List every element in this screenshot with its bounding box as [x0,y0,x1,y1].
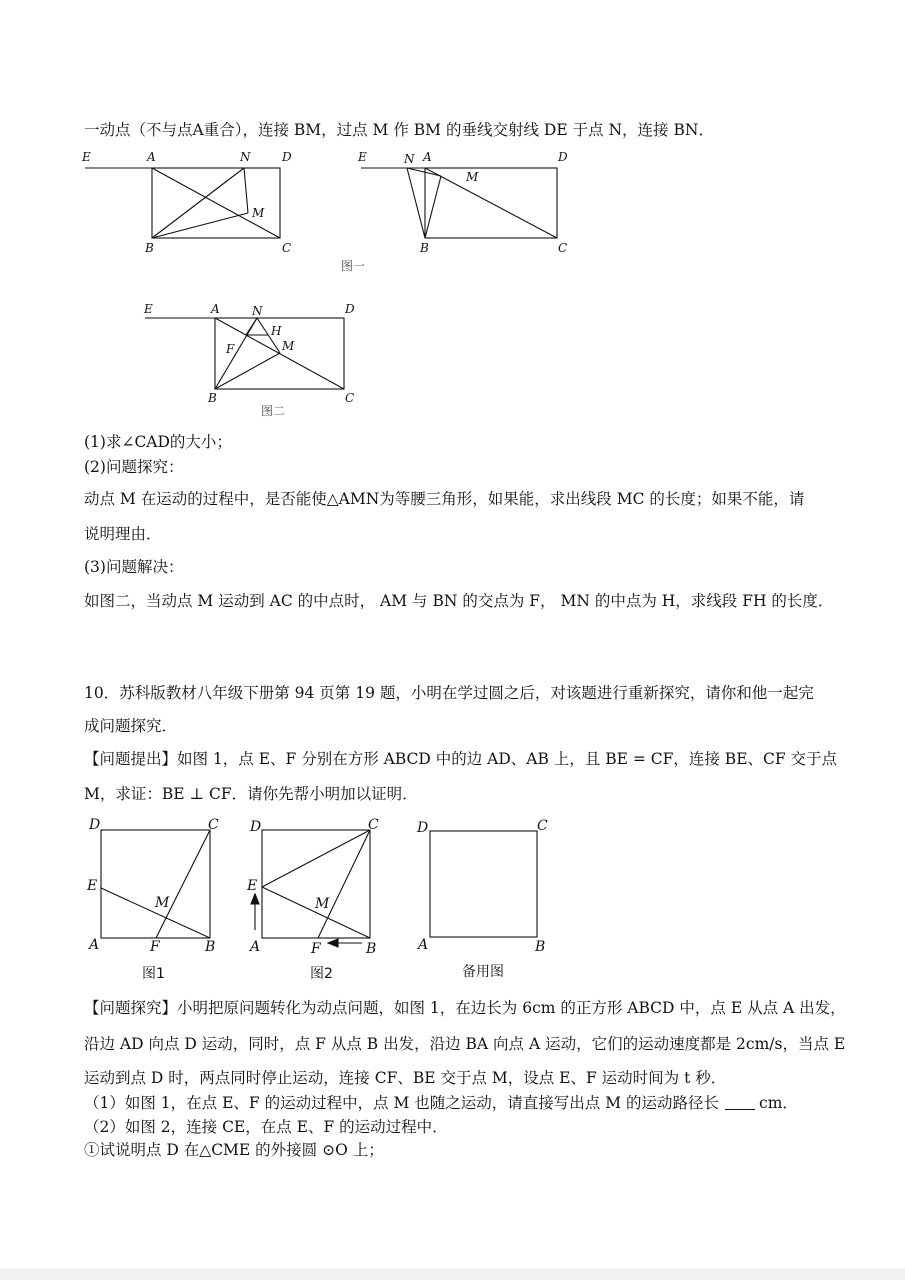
label-A: A [418,937,429,953]
label-A: A [211,302,220,316]
label-B: B [205,939,216,955]
sub-question-1-text: （1）如图 1，在点 E、F 的运动过程中，点 M 也随之运动，请直接写出点 M 的运动路径长 [84,1094,720,1112]
label-C: C [282,241,292,255]
label-E: E [358,150,367,164]
sub-question-2-part-1: ①试说明点 D 在△CME 的外接圆 ⊙O 上； [84,1141,384,1159]
label-N: N [252,304,263,318]
label-A: A [423,150,432,164]
label-D: D [282,150,292,164]
text-line-intro: 一动点（不与点A重合），连接 BM，过点 M 作 BM 的垂线交射线 DE 于点 N，连接 BN． [84,121,714,139]
question-2-text-cont: 说明理由． [84,525,162,543]
label-M: M [252,206,265,220]
sub-question-1-unit: cm． [759,1094,798,1112]
label-D: D [89,817,101,833]
label-B: B [420,241,429,255]
label-M: M [315,896,330,912]
label-F: F [150,939,160,955]
label-F: F [226,342,235,356]
label-A: A [250,939,261,955]
label-A: A [89,937,100,953]
figure-caption: 图2 [310,966,333,982]
problem-statement: 【问题提出】如图 1，点 E、F 分别在方形 ABCD 中的边 AD、AB 上，且 BE = CF，连接 BE、CF 交于点 [84,750,838,768]
label-D: D [558,150,568,164]
label-B: B [208,391,217,405]
problem-exploration-cont: 沿边 AD 向点 D 运动，同时，点 F 从点 B 出发，沿边 BA 向点 A 运动，它们的运动速度都是 2cm/s，当点 E [84,1035,846,1053]
figure-caption: 备用图 [462,964,504,980]
label-D: D [417,820,429,836]
label-C: C [345,391,355,405]
label-M: M [282,339,295,353]
problem-10-intro: 10．苏科版教材八年级下册第 94 页第 19 题，小明在学过圆之后，对该题进行重新探究，请你和他一起完 [84,684,814,702]
label-C: C [558,241,568,255]
question-2-title: (2)问题探究： [84,458,184,476]
problem-exploration-cont2: 运动到点 D 时，两点同时停止运动，连接 CF、BE 交于点 M，设点 E、F 运动时间为 t 秒． [84,1069,727,1087]
figure-one [80,145,580,280]
problem-statement-cont: M，求证：BE ⊥ CF．请你先帮小明加以证明． [84,785,418,803]
label-D: D [250,819,262,835]
label-N: N [240,150,251,164]
question-3-title: (3)问题解决： [84,558,184,576]
label-C: C [537,818,548,834]
answer-blank [725,1095,755,1110]
problem-exploration: 【问题探究】小明把原问题转化为动点问题，如图 1，在边长为 6cm 的正方形 ABCD 中，点 E 从点 A 出发， [84,999,846,1017]
label-H: H [271,324,282,338]
label-N: N [404,152,415,166]
label-E: E [144,302,153,316]
figure-caption: 图二 [261,404,286,418]
figure-caption: 图1 [142,966,165,982]
problem-10-intro-cont: 成问题探究． [84,717,178,735]
label-C: C [368,817,379,833]
label-B: B [366,941,377,957]
label-F: F [311,941,321,957]
sub-question-1 [84,1093,798,1113]
label-M: M [466,170,479,184]
figures-squares [84,812,564,987]
question-3-text: 如图二，当动点 M 运动到 AC 的中点时， AM 与 BN 的交点为 F， MN 的中点为 H，求线段 FH 的长度． [84,592,834,610]
label-C: C [208,817,219,833]
question-2-text: 动点 M 在运动的过程中，是否能使△AMN为等腰三角形，如果能，求出线段 MC 的长度；如果不能，请 [84,490,805,508]
label-M: M [155,895,170,911]
figure-two [140,300,370,420]
figure-caption: 图一 [341,259,366,273]
page-footer-bar [0,1268,905,1280]
sub-question-2: （2）如图 2，连接 CE，在点 E、F 的运动过程中． [84,1118,448,1136]
label-B: B [535,939,546,955]
label-E: E [87,878,98,894]
label-A: A [147,150,156,164]
question-1: (1)求∠CAD的大小； [84,433,232,451]
label-D: D [345,302,355,316]
label-E: E [247,878,258,894]
label-B: B [145,241,154,255]
label-E: E [82,150,91,164]
